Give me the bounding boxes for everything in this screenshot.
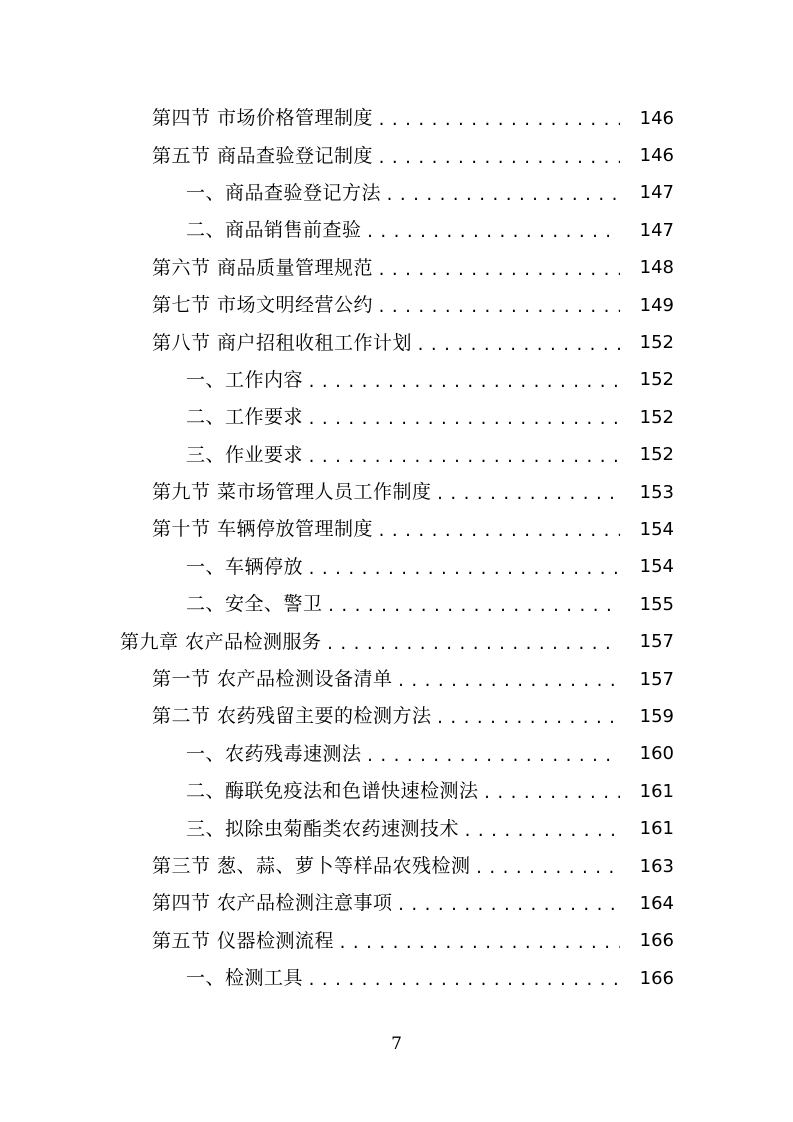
toc-entry[interactable]: [0, 661, 793, 698]
toc-entry-title: 第二节 农药残留主要的检测方法: [152, 705, 432, 728]
toc-entry-title: 第四节 市场价格管理制度: [152, 107, 374, 130]
toc-dot-leader: [307, 412, 620, 427]
toc-entry[interactable]: [0, 736, 793, 773]
toc-entry-title: 第十节 车辆停放管理制度: [152, 518, 374, 541]
toc-entry-title: 一、车辆停放: [186, 555, 304, 578]
toc-entry-page: 159: [639, 705, 674, 727]
toc-entry-page: 166: [639, 930, 674, 952]
toc-entry-title: 二、安全、警卫: [186, 593, 323, 616]
toc-entry[interactable]: [0, 773, 793, 810]
toc-entry-title: 二、酶联免疫法和色谱快速检测法: [186, 780, 479, 803]
toc-entry[interactable]: [0, 923, 793, 960]
toc-entry-page: 148: [639, 257, 674, 279]
page-number: 7: [391, 1034, 402, 1054]
toc-entry-page: 164: [639, 892, 674, 914]
toc-entry-title: 二、工作要求: [186, 406, 304, 429]
toc-dot-leader: [436, 711, 620, 726]
toc-entry-title: 第八节 商户招租收租工作计划: [152, 331, 413, 354]
toc-entry[interactable]: [0, 698, 793, 735]
toc-entry[interactable]: [0, 100, 793, 137]
toc-entry-page: 147: [639, 219, 674, 241]
toc-dot-leader: [463, 824, 620, 839]
toc-entry-page: 166: [639, 967, 674, 989]
table-of-contents: [0, 100, 793, 997]
toc-entry-title: 第一节 农产品检测设备清单: [152, 668, 393, 691]
toc-dot-leader: [475, 861, 620, 876]
toc-entry-title: 三、作业要求: [186, 443, 304, 466]
toc-entry[interactable]: [0, 810, 793, 847]
toc-dot-leader: [326, 637, 620, 652]
toc-entry-title: 一、工作内容: [186, 368, 304, 391]
toc-entry[interactable]: [0, 474, 793, 511]
toc-entry[interactable]: [0, 511, 793, 548]
toc-entry[interactable]: [0, 623, 793, 660]
toc-entry-page: 152: [639, 444, 674, 466]
toc-dot-leader: [377, 151, 620, 166]
toc-dot-leader: [307, 375, 620, 390]
toc-entry-page: 157: [639, 631, 674, 653]
toc-dot-leader: [366, 225, 620, 240]
toc-entry[interactable]: [0, 399, 793, 436]
toc-dot-leader: [483, 786, 620, 801]
toc-entry[interactable]: [0, 250, 793, 287]
toc-dot-leader: [327, 599, 620, 614]
toc-entry[interactable]: [0, 362, 793, 399]
toc-entry-page: 161: [639, 818, 674, 840]
toc-entry[interactable]: [0, 137, 793, 174]
toc-dot-leader: [307, 562, 620, 577]
toc-dot-leader: [307, 973, 620, 988]
toc-entry-title: 第四节 农产品检测注意事项: [152, 892, 393, 915]
toc-entry[interactable]: [0, 212, 793, 249]
toc-dot-leader: [338, 936, 620, 951]
toc-entry-title: 第七节 市场文明经营公约: [152, 294, 374, 317]
toc-entry-page: 146: [639, 107, 674, 129]
toc-entry[interactable]: [0, 549, 793, 586]
toc-dot-leader: [307, 450, 620, 465]
toc-dot-leader: [385, 188, 620, 203]
toc-entry[interactable]: [0, 848, 793, 885]
toc-dot-leader: [377, 524, 620, 539]
toc-entry-page: 147: [639, 182, 674, 204]
toc-entry-page: 149: [639, 294, 674, 316]
toc-entry-page: 153: [639, 481, 674, 503]
toc-entry-title: 第九节 菜市场管理人员工作制度: [152, 481, 432, 504]
toc-entry-page: 146: [639, 145, 674, 167]
toc-dot-leader: [366, 749, 620, 764]
toc-dot-leader: [377, 113, 620, 128]
toc-dot-leader: [377, 300, 620, 315]
toc-entry-page: 161: [639, 780, 674, 802]
toc-entry[interactable]: [0, 324, 793, 361]
toc-entry[interactable]: [0, 175, 793, 212]
toc-entry-page: 152: [639, 369, 674, 391]
toc-entry-title: 第九章 农产品检测服务: [120, 630, 322, 653]
toc-entry-title: 三、拟除虫菊酯类农药速测技术: [186, 817, 460, 840]
toc-entry-page: 157: [639, 668, 674, 690]
toc-entry-title: 第三节 葱、蒜、萝卜等样品农残检测: [152, 855, 471, 877]
toc-entry-page: 152: [639, 406, 674, 428]
toc-entry[interactable]: [0, 960, 793, 997]
toc-dot-leader: [416, 338, 620, 353]
toc-entry[interactable]: [0, 885, 793, 922]
toc-entry[interactable]: [0, 287, 793, 324]
toc-dot-leader: [397, 674, 620, 689]
toc-entry-title: 一、农药残毒速测法: [186, 742, 362, 765]
toc-entry[interactable]: [0, 437, 793, 474]
toc-entry-title: 第五节 商品查验登记制度: [152, 144, 374, 167]
toc-dot-leader: [436, 487, 620, 502]
toc-entry-page: 154: [639, 518, 674, 540]
toc-dot-leader: [397, 898, 620, 913]
toc-entry-title: 一、检测工具: [186, 967, 304, 990]
toc-entry-page: 154: [639, 556, 674, 578]
toc-dot-leader: [377, 263, 620, 278]
toc-entry[interactable]: [0, 586, 793, 623]
toc-entry-title: 第六节 商品质量管理规范: [152, 256, 374, 279]
toc-entry-title: 二、商品销售前查验: [186, 219, 362, 242]
toc-entry-page: 152: [639, 332, 674, 354]
toc-entry-title: 一、商品查验登记方法: [186, 181, 382, 204]
toc-entry-page: 160: [639, 743, 674, 765]
toc-entry-page: 163: [639, 855, 674, 877]
toc-entry-title: 第五节 仪器检测流程: [152, 929, 335, 952]
toc-entry-page: 155: [639, 593, 674, 615]
